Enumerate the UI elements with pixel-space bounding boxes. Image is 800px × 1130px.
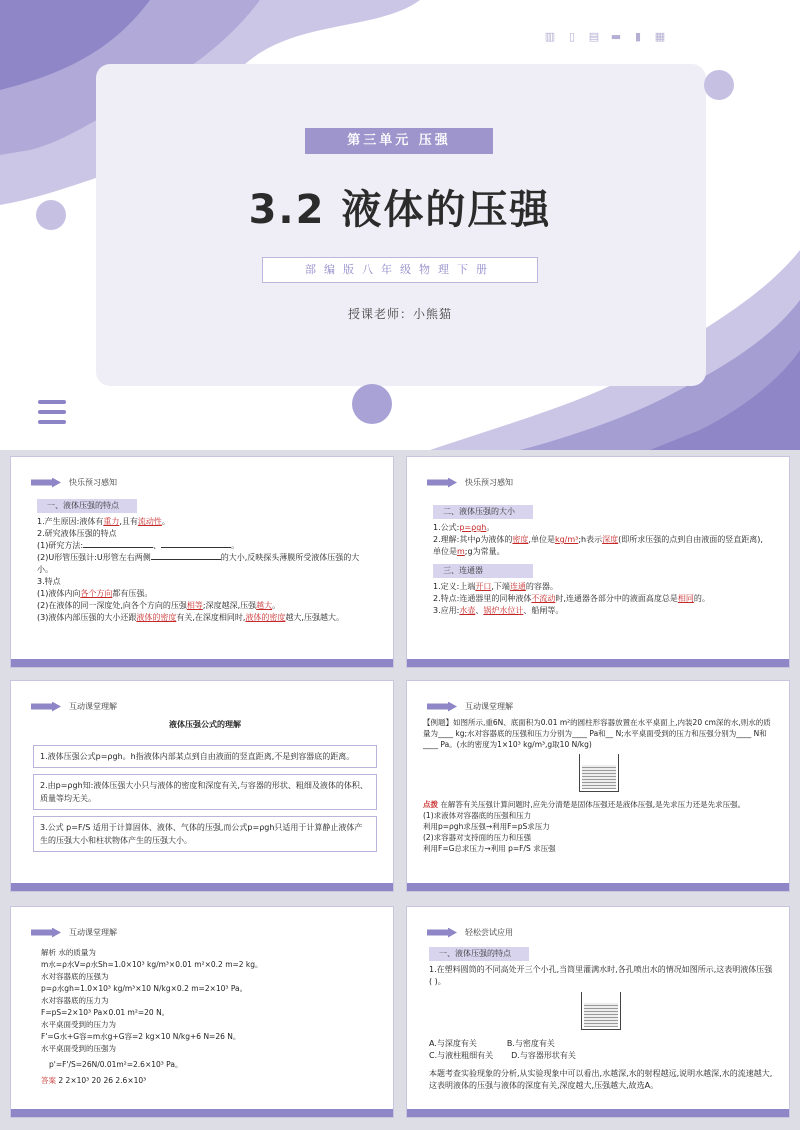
answer-text: 锅炉水位计 — [483, 606, 524, 615]
question-text: 1.在塑料圆筒的不同高处开三个小孔,当筒里灌满水时,各孔喷出水的情况如图所示,这表明液体压强( )。 — [429, 965, 773, 986]
text: 水平桌面受到的压强为 — [41, 1044, 116, 1053]
slide-card-1 — [10, 456, 394, 668]
text: (1)求液体对容器底的压强和压力 — [423, 811, 532, 820]
card-header — [427, 477, 513, 488]
text: 水对容器底的压力为 — [41, 996, 109, 1005]
option-a: A.与深度有关 — [429, 1039, 477, 1048]
card-header — [427, 927, 513, 938]
arrow-icon — [427, 478, 457, 488]
text: p=ρ水gh=1.0×10³ kg/m³×10 N/kg×0.2 m=2×10³ Pa。 — [41, 984, 248, 993]
card-header — [427, 701, 513, 712]
answer-text: 开口 — [475, 582, 492, 591]
teacher-label: 授课老师：小熊猫 — [347, 307, 452, 321]
text: 的。 — [693, 594, 710, 603]
answer-text: 深度 — [602, 535, 619, 544]
text: 。 — [231, 541, 240, 550]
text: 都有压强。 — [112, 589, 153, 598]
cylinder-figure — [429, 992, 773, 1034]
card-header — [31, 701, 117, 712]
answer-text: 水壶 — [459, 606, 476, 615]
card-header-label: 快乐预习感知 — [465, 478, 513, 487]
text: ;h表示 — [578, 535, 603, 544]
text: 利用p=ρgh求压强→利用F=pS求压力 — [423, 822, 550, 831]
card-bottom-bar — [11, 1109, 393, 1117]
card-header-label: 互动课堂理解 — [465, 702, 513, 711]
answer-text: 密度 — [512, 535, 529, 544]
slide-card-6 — [406, 906, 790, 1118]
card-bottom-bar — [407, 1109, 789, 1117]
text: 2.研究液体压强的特点 — [37, 529, 117, 538]
answer-text: 相等 — [186, 601, 203, 610]
circle-decoration — [352, 384, 392, 424]
answer-text: 越大 — [256, 601, 273, 610]
text: 利用F=G总求压力→利用 p=F/S 求压强 — [423, 844, 556, 853]
answer-text: m — [457, 547, 465, 556]
text: p'=F'/S=26N/0.01m²=2.6×10³ Pa。 — [49, 1060, 183, 1069]
cylinder-figure — [423, 754, 775, 795]
text: 1.产生原因:液体有 — [37, 517, 104, 526]
answer-text: 相同 — [677, 594, 694, 603]
card-bottom-bar — [407, 659, 789, 667]
section-pill: 一、液体压强的特点 — [429, 947, 529, 961]
explanation-text: 本题考查实验现象的分析,从实验现象中可以看出,水越深,水的射程越远,说明水越深,水的流速越大,这表明液体的压强与液体的深度有关,深度越大,压强越大,故选A。 — [429, 1069, 773, 1090]
table-icon[interactable]: ▦ — [654, 30, 666, 43]
option-d: D.与容器形状有关 — [511, 1051, 576, 1060]
text: F=pS=2×10³ Pa×0.01 m²=20 N。 — [41, 1008, 170, 1017]
arrow-icon — [31, 702, 61, 712]
text: ,且有 — [119, 517, 138, 526]
text: 1.公式: — [433, 523, 460, 532]
option-b: B.与密度有关 — [506, 1039, 555, 1048]
answer-text: p=ρgh — [459, 523, 487, 532]
card-bottom-bar — [407, 883, 789, 891]
menu-icon[interactable] — [38, 400, 66, 430]
title-slide — [0, 0, 800, 450]
text: ;g为常量。 — [464, 547, 505, 556]
card-header-label: 快乐预习感知 — [69, 478, 117, 487]
card-body — [429, 947, 773, 1092]
slide-card-3 — [10, 680, 394, 892]
text: 2.理解:其中ρ为液体的 — [433, 535, 513, 544]
text: 2.特点:连通器里的同种液体 — [433, 594, 532, 603]
text: (即所求压强的点到自由液面的竖直距离),单位是 — [433, 535, 763, 556]
answer-text: 2 2×10³ 20 26 2.6×10³ — [58, 1076, 147, 1085]
text: 3.特点 — [37, 577, 61, 586]
card-header-label: 互动课堂理解 — [69, 702, 117, 711]
answer-text: 连通 — [509, 582, 526, 591]
answer-text: 液体的密度 — [136, 613, 177, 622]
text: 、 — [475, 606, 484, 615]
briefcase-icon[interactable]: ▬ — [610, 30, 622, 43]
text: 水对容器底的压强为 — [41, 972, 109, 981]
answer-label: 答案 — [41, 1076, 56, 1085]
chart-icon[interactable]: ▥ — [544, 30, 556, 43]
slide-card-4 — [406, 680, 790, 892]
text: 的容器。 — [525, 582, 558, 591]
section-pill: 三、连通器 — [433, 564, 533, 578]
text: 1.定义:上端 — [433, 582, 476, 591]
subtitle: 部编版八年级物理下册 — [262, 257, 538, 283]
text: (2)求容器对支持面的压力和压强 — [423, 833, 532, 842]
text: 、 — [153, 541, 162, 550]
card-header-label: 互动课堂理解 — [69, 928, 117, 937]
bar-chart-icon[interactable]: ▤ — [588, 30, 600, 43]
arrow-icon — [31, 928, 61, 938]
card-body — [37, 499, 373, 624]
card-bottom-bar — [11, 659, 393, 667]
toolbar-icons — [544, 30, 666, 43]
text: ;深度越深,压强 — [202, 601, 257, 610]
text: m水=ρ水V=ρ水Sh=1.0×10³ kg/m³×0.01 m²×0.2 m=2 kg。 — [41, 960, 263, 969]
section-pill: 二、液体压强的大小 — [433, 505, 533, 519]
text: 。 — [272, 601, 281, 610]
arrow-icon — [427, 928, 457, 938]
answer-text: 各个方向 — [80, 589, 113, 598]
text: (1)液体内向 — [37, 589, 81, 598]
text: 有关,在深度相同时, — [176, 613, 246, 622]
text: 越大,压强越大。 — [285, 613, 344, 622]
clipboard-icon[interactable]: ▯ — [568, 30, 576, 43]
option-c: C.与液柱粗细有关 — [429, 1051, 494, 1060]
text: 水平桌面受到的压力为 — [41, 1020, 116, 1029]
tip-text: 在解答有关压强计算问题时,应先分清楚是固体压强还是液体压强,是先求压力还是先求压强。 — [440, 800, 746, 809]
text: 。 — [161, 517, 170, 526]
answer-text: 不流动 — [531, 594, 556, 603]
answer-text: 流动性 — [137, 517, 162, 526]
slide-card-2 — [406, 456, 790, 668]
answer-text: kg/m³ — [554, 535, 579, 544]
info-box: 1.液体压强公式p=ρgh。h指液体内部某点到自由液面的竖直距离,不是到容器底的距离。 — [33, 745, 377, 768]
info-box: 3.公式 p=F/S 适用于计算固体、液体、气体的压强,而公式p=ρgh只适用于计算静止液体产生的压强大小和柱状物体产生的压强大小。 — [33, 816, 377, 852]
answer-text: 液体的密度 — [245, 613, 286, 622]
slide-card-5 — [10, 906, 394, 1118]
text: F'=G水+G容=m水g+G容=2 kg×10 N/kg+6 N=26 N。 — [41, 1032, 241, 1041]
text: ,单位是 — [528, 535, 555, 544]
card-body — [41, 947, 373, 1087]
arrow-icon — [31, 478, 61, 488]
text: 。 — [486, 523, 495, 532]
text: 解析 水的质量为 — [41, 948, 96, 957]
section-pill: 一、液体压强的特点 — [37, 499, 137, 513]
text: (2)在液体的同一深度处,向各个方向的压强 — [37, 601, 187, 610]
card-body — [433, 505, 769, 617]
text: (2)U形管压强计:U形管左右两侧 — [37, 553, 151, 562]
card-header — [31, 927, 117, 938]
card-header-label: 轻松尝试应用 — [465, 928, 513, 937]
card-bottom-bar — [11, 883, 393, 891]
text: (1)研究方法: — [37, 541, 84, 550]
arrow-icon — [427, 702, 457, 712]
card-body — [33, 719, 377, 858]
page-title: 3.2 液体的压强 — [248, 187, 552, 233]
text: 的大小,反映探头薄膜所受液体压强的大小。 — [37, 553, 360, 574]
document-icon[interactable]: ▮ — [634, 30, 642, 43]
card-header — [31, 477, 117, 488]
unit-tag: 第三单元 压强 — [305, 128, 493, 154]
text: 3.应用: — [433, 606, 460, 615]
example-text: 【例题】如图所示,重6N、底面积为0.01 m²的圆柱形容器放置在水平桌面上,内装20 cm深的水,则水的质量为____ kg;水对容器底的压强和压力分别为____ Pa和__ N;水平桌面受到的压力和压强分别为____ N和____ Pa。(水的密度为1×10³ kg/m³,g取10 N/kg) — [423, 718, 771, 749]
card-body — [423, 717, 775, 854]
info-box: 2.由p=ρgh知:液体压强大小只与液体的密度和深度有关,与容器的形状、粗细及液体的体积、质量等均无关。 — [33, 774, 377, 810]
answer-text: 重力 — [103, 517, 120, 526]
text: 、船闸等。 — [523, 606, 564, 615]
text: ,下端 — [491, 582, 510, 591]
tip-label: 点拨 — [423, 800, 438, 809]
section-title: 液体压强公式的理解 — [169, 720, 241, 729]
text: (3)液体内部压强的大小还跟 — [37, 613, 137, 622]
circle-decoration — [704, 70, 734, 100]
text: 时,连通器各部分中的液面高度总是 — [555, 594, 678, 603]
